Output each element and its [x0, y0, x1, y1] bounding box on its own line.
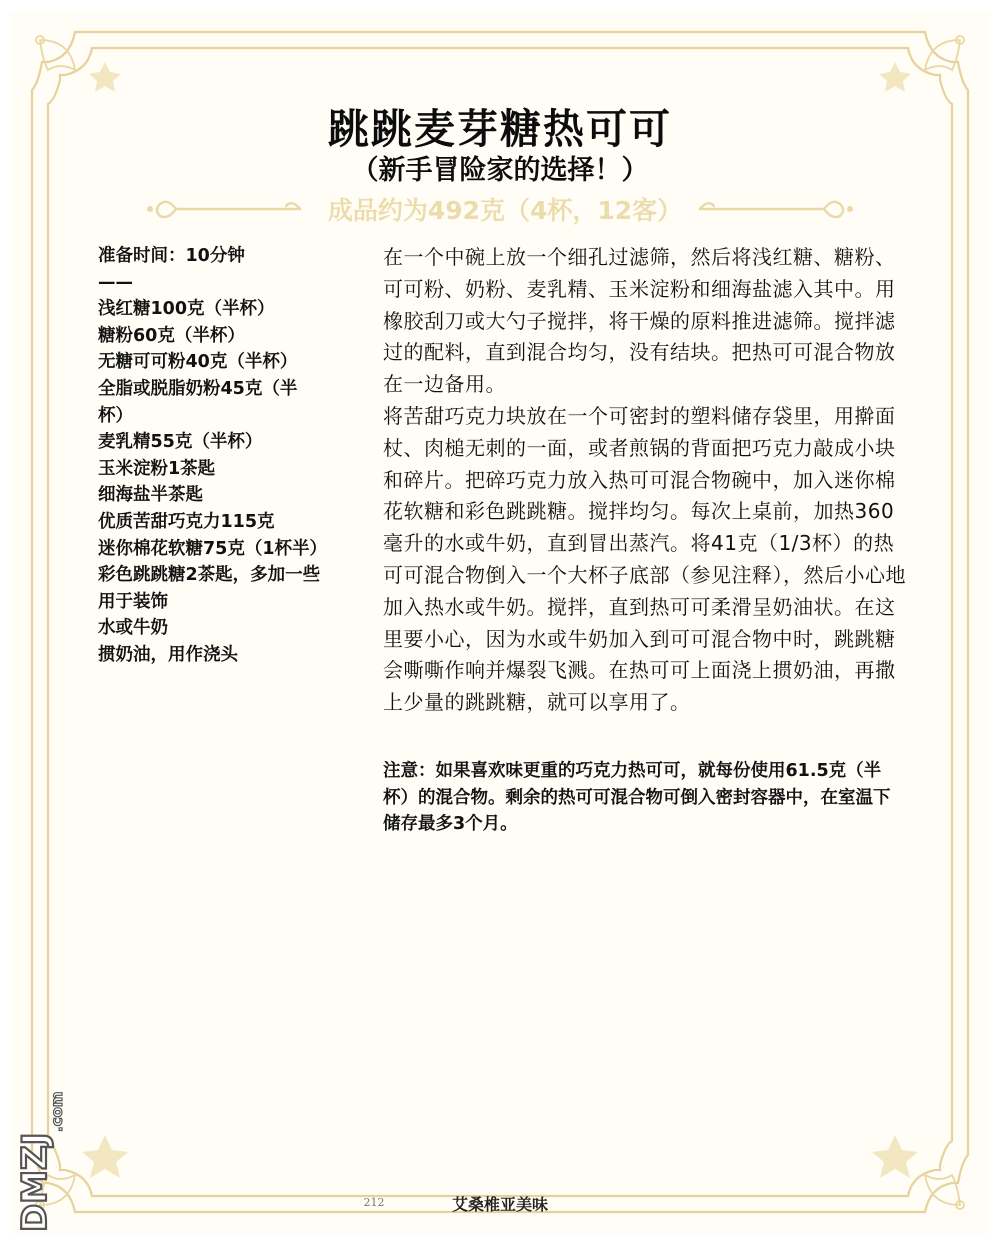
- recipe-title: 跳跳麦芽糖热可可: [328, 105, 672, 153]
- yield-text: 成品约为492克（4杯，12客）: [327, 196, 683, 225]
- ingredient-item: 细海盐半茶匙: [98, 485, 203, 506]
- ingredient-item: 糖粉60克（半杯）: [98, 325, 245, 346]
- ingredient-item: 掼奶油，用作浇头: [98, 644, 238, 665]
- ingredient-item: 迷你棉花软糖75克（1杯半）: [98, 538, 328, 559]
- book-title: 艾桑椎亚美味: [451, 1195, 548, 1214]
- ingredient-item: 玉米淀粉1茶匙: [98, 458, 216, 479]
- recipe-note: 注意：如果喜欢味更重的巧克力热可可，就每份使用61.5克（半杯）的混合物。剩余的热可可混合物可倒入密封容器中，在室温下储存最多3个月。: [383, 761, 891, 834]
- instructions-column: [383, 242, 908, 719]
- ingredients-column: [98, 243, 328, 669]
- ingredient-item: 彩色跳跳糖2茶匙，多加一些用于装饰: [98, 565, 321, 612]
- ingredient-item: 浅红糖100克（半杯）: [98, 299, 275, 320]
- instructions-paragraph: 在一个中碗上放一个细孔过滤筛，然后将浅红糖、糖粉、可可粉、奶粉、麦乳精、玉米淀粉和细海盐滤入其中。用橡胶刮刀或大勺子搅拌，将干燥的原料推进滤筛。搅拌滤过的配料，直到混合均匀，没有结块。把热可可混合物放在一边备用。: [383, 245, 896, 397]
- yield-banner: [150, 190, 860, 226]
- ingredient-item: 水或牛奶: [98, 618, 168, 639]
- recipe-subtitle: （新手冒险家的选择！）: [351, 155, 649, 186]
- ingredients-divider: ——: [98, 272, 133, 293]
- site-watermark-logo: [2, 1080, 66, 1240]
- svg-text:.com: .com: [48, 1091, 66, 1132]
- prep-time: 准备时间：10分钟: [98, 246, 245, 266]
- ingredient-item: 全脂或脱脂奶粉45克（半杯）: [98, 378, 298, 426]
- ingredient-list: [98, 296, 328, 668]
- page-number: 212: [363, 1196, 385, 1209]
- ingredient-item: 无糖可可粉40克（半杯）: [98, 352, 298, 373]
- instructions-paragraph: 将苦甜巧克力块放在一个可密封的塑料储存袋里，用擀面杖、肉槌无刺的一面，或者煎锅的背面把巧克力敲成小块和碎片。把碎巧克力放入热可可混合物碗中，加入迷你棉花软糖和彩色跳跳糖。搅拌均匀。每次上桌前，加热360毫升的水或牛奶，直到冒出蒸汽。将41克（1/3杯）的热可可混合物倒入一个大杯子底部（参见注释），然后小心地加入热水或牛奶。搅拌，直到热可可柔滑呈奶油状。在这里要小心，因为水或牛奶加入到可可混合物中时，跳跳糖会嘶嘶作响并爆裂飞溅。在热可可上面浇上掼奶油，再撒上少量的跳跳糖，就可以享用了。: [383, 403, 906, 715]
- ingredient-item: 优质苦甜巧克力115克: [98, 511, 275, 532]
- ingredient-item: 麦乳精55克（半杯）: [98, 432, 263, 453]
- svg-text:DMZJ: DMZJ: [15, 1132, 55, 1232]
